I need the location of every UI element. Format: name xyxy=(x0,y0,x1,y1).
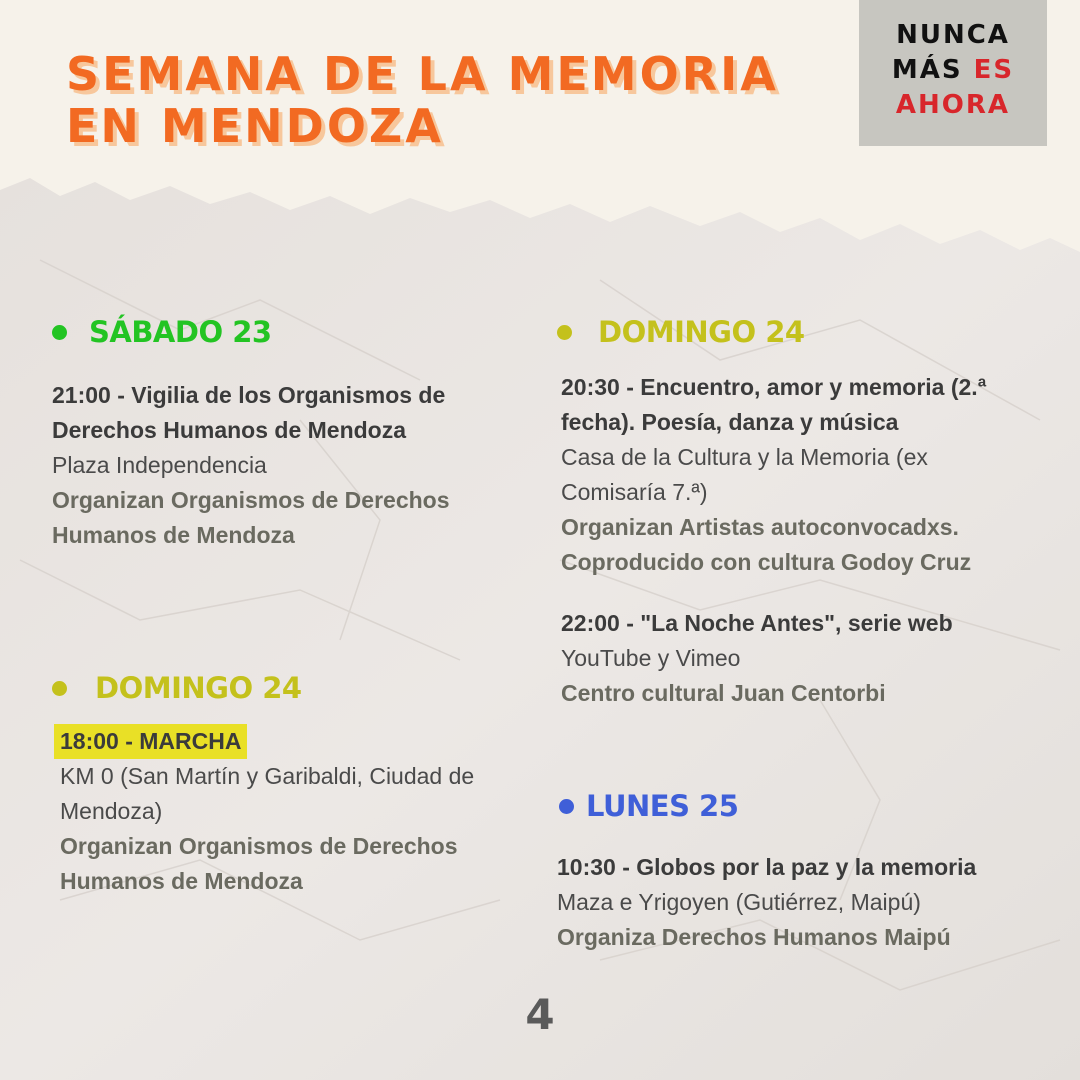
event-title-line-2: Derechos Humanos de Mendoza xyxy=(52,417,407,443)
event-encuentro xyxy=(561,370,1067,580)
event-place-line-2: Comisaría 7.ª) xyxy=(561,479,708,505)
badge-line-3: AHORA xyxy=(895,90,1011,120)
page-number: 4 xyxy=(525,990,555,1039)
event-organizer-line-1: Organizan Organismos de Derechos xyxy=(60,833,458,859)
section-sabado-23 xyxy=(52,312,522,553)
day-label: LUNES 25 xyxy=(586,789,739,823)
badge-line-1: NUNCA xyxy=(896,20,1010,50)
section-domingo-24-right xyxy=(557,312,1067,711)
day-heading-domingo xyxy=(557,312,1067,352)
bullet-dot-icon xyxy=(52,681,67,696)
event-title-line-2: fecha). Poesía, danza y música xyxy=(561,409,899,435)
day-label: DOMINGO 24 xyxy=(598,315,805,349)
event-place-line-1: Casa de la Cultura y la Memoria (ex xyxy=(561,444,928,470)
event-title-line-1: 20:30 - Encuentro, amor y memoria (2.ª xyxy=(561,374,987,400)
section-lunes-25 xyxy=(559,786,1069,955)
event-place: Maza e Yrigoyen (Gutiérrez, Maipú) xyxy=(557,889,921,915)
bullet-dot-icon xyxy=(559,799,574,814)
badge-word-mas: MÁS xyxy=(891,55,963,85)
day-heading-lunes xyxy=(559,786,1069,826)
badge-line-2 xyxy=(859,53,1047,88)
event-place: Plaza Independencia xyxy=(52,452,267,478)
day-label: SÁBADO 23 xyxy=(89,315,272,349)
day-heading-domingo xyxy=(52,668,542,708)
bullet-dot-icon xyxy=(557,325,572,340)
nunca-mas-es-ahora-badge xyxy=(859,0,1047,146)
title-line-1: SEMANA DE LA MEMORIA xyxy=(66,47,779,101)
event-organizer: Centro cultural Juan Centorbi xyxy=(561,680,886,706)
event-globos xyxy=(557,850,1069,955)
title-line-2: EN MENDOZA xyxy=(66,99,444,153)
day-label: DOMINGO 24 xyxy=(95,671,302,705)
event-organizer-line-2: Humanos de Mendoza xyxy=(60,868,303,894)
event-title: 10:30 - Globos por la paz y la memoria xyxy=(557,854,977,880)
event-title-line-1: 21:00 - Vigilia de los Organismos de xyxy=(52,382,446,408)
event-organizer-line-1: Organizan Artistas autoconvocadxs. xyxy=(561,514,959,540)
event-organizer-line-2: Humanos de Mendoza xyxy=(52,522,295,548)
bullet-dot-icon xyxy=(52,325,67,340)
day-heading-sabado xyxy=(52,312,522,352)
page-title xyxy=(66,48,779,152)
event-place: YouTube y Vimeo xyxy=(561,645,741,671)
event-vigilia xyxy=(52,378,522,553)
section-domingo-24-left xyxy=(52,668,542,899)
highlighted-event-title: 18:00 - MARCHA xyxy=(54,724,247,759)
event-title: 22:00 - "La Noche Antes", serie web xyxy=(561,610,953,636)
event-marcha xyxy=(54,724,542,899)
event-place-line-1: KM 0 (San Martín y Garibaldi, Ciudad de xyxy=(60,763,475,789)
event-organizer: Organiza Derechos Humanos Maipú xyxy=(557,924,951,950)
event-place-line-2: Mendoza) xyxy=(60,798,163,824)
badge-word-es: ES xyxy=(973,55,1015,85)
event-organizer-line-2: Coproducido con cultura Godoy Cruz xyxy=(561,549,972,575)
event-organizer-line-1: Organizan Organismos de Derechos xyxy=(52,487,450,513)
event-la-noche-antes xyxy=(561,606,1067,711)
